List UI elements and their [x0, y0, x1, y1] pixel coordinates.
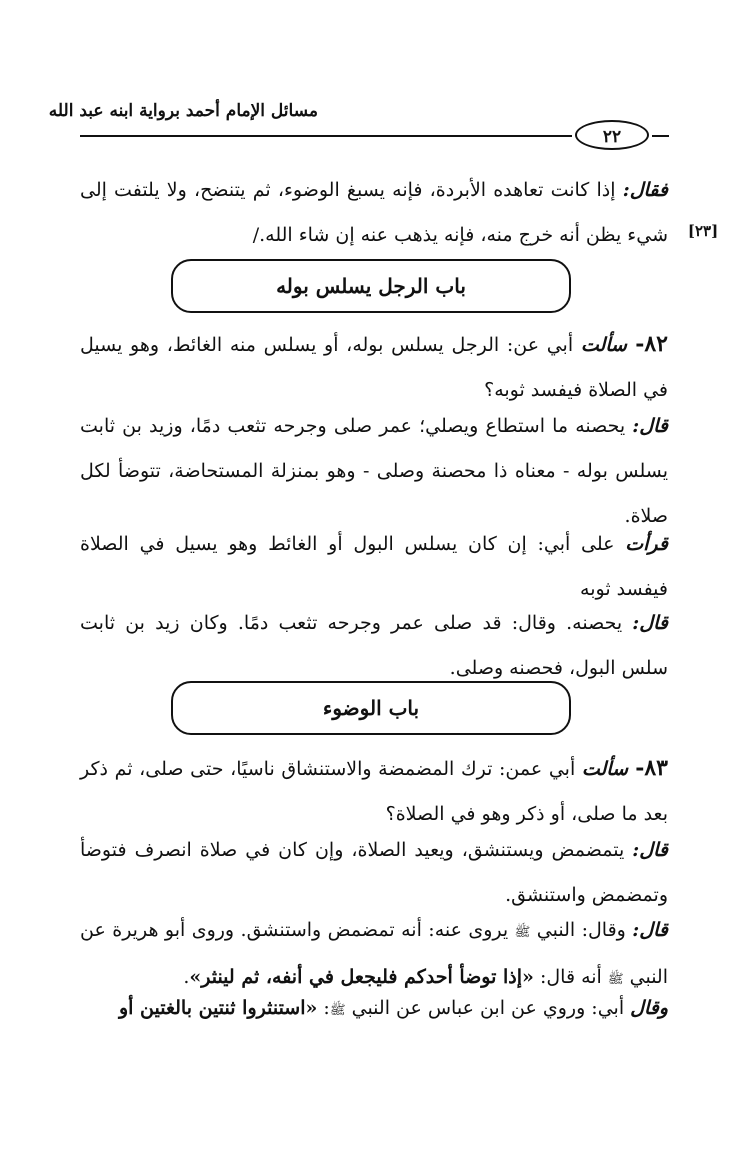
paragraph-text: يروى عنه: أنه تمضمض واستنشق. وروى أبو هريرة عن النبي: [80, 919, 668, 988]
paragraph-answer: [80, 986, 668, 1033]
paragraph-text: وقال: النبي: [530, 919, 633, 941]
paragraph-text: أبي: وروي عن ابن عباس عن النبي: [345, 997, 631, 1019]
paragraph-lead: قال:: [632, 612, 668, 634]
paragraph-answer: [80, 168, 668, 258]
paragraph-text: يحصنه. وقال: قد صلى عمر وجرحه تثعب دمًا. وكان زيد بن ثابت سلس البول، فحصنه وصلى.: [80, 612, 668, 679]
running-title: مسائل الإمام أحمد برواية ابنه عبد الله: [48, 101, 318, 121]
paragraph-text: يتمضمض ويستنشق، ويعيد الصلاة، وإن كان في صلاة انصرف فتوضأ وتمضمض واستنشق.: [80, 839, 668, 906]
paragraph-text: على أبي: إن كان يسلس البول أو الغائط وهو يسيل في الصلاة فيفسد ثوبه: [80, 533, 668, 600]
paragraph-reading: [80, 522, 668, 612]
chapter-title: باب الرجل يسلس بوله: [276, 274, 466, 298]
paragraph-lead: قرأت: [625, 533, 668, 555]
question-number: ٨٣-: [635, 755, 668, 781]
paragraph-lead: سألت: [580, 334, 636, 356]
paragraph-lead: قال:: [632, 839, 668, 861]
paragraph-lead: فقال:: [622, 179, 668, 201]
paragraph-answer: [80, 828, 668, 918]
paragraph-lead: قال:: [632, 415, 668, 437]
question-83: [80, 746, 668, 837]
paragraph-lead: قال:: [632, 919, 668, 941]
hadith-quote: «إذا توضأ أحدكم فليجعل في أنفه، ثم لينثر»: [189, 966, 534, 988]
salawat-glyph: ﷺ: [607, 972, 624, 987]
chapter-heading-box: [171, 259, 571, 313]
paragraph-text: :: [317, 997, 330, 1019]
chapter-heading-box: [171, 681, 571, 735]
salawat-glyph: ﷺ: [514, 925, 531, 940]
question-82: [80, 322, 668, 413]
paragraph-lead: وقال: [630, 997, 668, 1019]
paragraph-text: إذا كانت تعاهده الأبردة، فإنه يسبغ الوضوء، ثم يتنضح، ولا يلتفت إلى شيء يظن أنه خرج منه، فإنه يذهب عنه إن شاء الله./: [80, 179, 668, 246]
paragraph-text: أنه قال:: [533, 966, 608, 988]
paragraph-lead: سألت: [581, 758, 636, 780]
header-rule-end: [652, 135, 669, 137]
margin-page-reference: [٢٣]: [687, 222, 719, 240]
paragraph-text: أبي عمن: ترك المضمضة والاستنشاق ناسيًا، حتى صلى، ثم ذكر بعد ما صلى، أو ذكر وهو في الصلاة؟: [80, 758, 668, 825]
paragraph-answer: [80, 404, 668, 539]
paragraph-text: يحصنه ما استطاع ويصلي؛ عمر صلى وجرحه تثعب دمًا، وزيد بن ثابت يسلس بوله - معناه ذا محصنة وصلى - وهو بمنزلة المستحاضة، تتوضأ لكل صلاة.: [80, 415, 668, 527]
question-number: ٨٢-: [635, 331, 668, 357]
salawat-glyph: ﷺ: [329, 1003, 346, 1018]
chapter-title: باب الوضوء: [322, 696, 420, 720]
paragraph-text: .: [183, 966, 190, 988]
paragraph-text: أبي عن: الرجل يسلس بوله، أو يسلس منه الغائط، وهو يسيل في الصلاة فيفسد ثوبه؟: [80, 334, 668, 401]
header-rule: [80, 135, 572, 137]
page-number: ٢٢: [575, 120, 649, 150]
hadith-quote: «استنثروا ثنتين بالغتين أو: [118, 997, 318, 1019]
paragraph-answer: [80, 601, 668, 691]
